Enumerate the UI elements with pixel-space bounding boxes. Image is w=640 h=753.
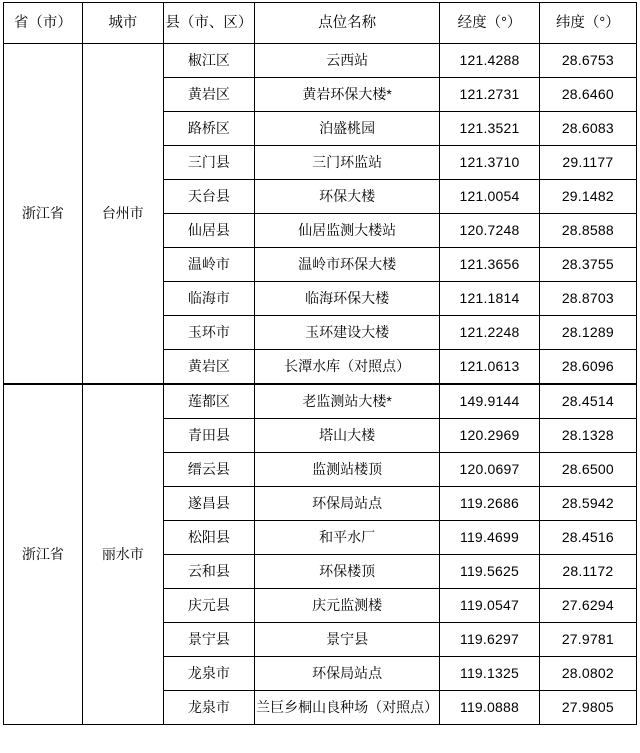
- county-cell: 黄岩区: [163, 350, 254, 385]
- latitude-cell: 28.6500: [539, 453, 636, 487]
- city-cell: 丽水市: [82, 384, 163, 725]
- column-header-latitude: 纬度（°）: [539, 3, 636, 44]
- column-header-longitude: 经度（°）: [440, 3, 539, 44]
- longitude-cell: 121.3656: [440, 248, 539, 282]
- longitude-cell: 121.0054: [440, 180, 539, 214]
- site-name-cell: 云西站: [254, 44, 439, 78]
- monitoring-sites-table: [3, 2, 637, 725]
- county-cell: 三门县: [163, 146, 254, 180]
- latitude-cell: 28.8588: [539, 214, 636, 248]
- county-cell: 庆元县: [163, 589, 254, 623]
- site-name-cell: 景宁县: [254, 623, 439, 657]
- table-body: [4, 44, 637, 725]
- county-cell: 松阳县: [163, 521, 254, 555]
- site-name-cell: 环保大楼: [254, 180, 439, 214]
- longitude-cell: 119.5625: [440, 555, 539, 589]
- site-name-cell: 环保局站点: [254, 487, 439, 521]
- table-row: [4, 384, 637, 419]
- site-name-cell: 玉环建设大楼: [254, 316, 439, 350]
- site-name-cell: 温岭市环保大楼: [254, 248, 439, 282]
- site-name-cell: 仙居监测大楼站: [254, 214, 439, 248]
- latitude-cell: 27.9781: [539, 623, 636, 657]
- column-header-province: 省（市）: [4, 3, 83, 44]
- site-name-cell: 三门环监站: [254, 146, 439, 180]
- latitude-cell: 27.9805: [539, 691, 636, 725]
- longitude-cell: 149.9144: [440, 384, 539, 419]
- longitude-cell: 121.2731: [440, 78, 539, 112]
- longitude-cell: 119.6297: [440, 623, 539, 657]
- latitude-cell: 28.1289: [539, 316, 636, 350]
- site-name-cell: 兰巨乡桐山良种场（对照点）: [254, 691, 439, 725]
- site-name-cell: 环保局站点: [254, 657, 439, 691]
- county-cell: 温岭市: [163, 248, 254, 282]
- longitude-cell: 120.2969: [440, 419, 539, 453]
- site-name-cell: 临海环保大楼: [254, 282, 439, 316]
- county-cell: 路桥区: [163, 112, 254, 146]
- county-cell: 玉环市: [163, 316, 254, 350]
- latitude-cell: 28.1172: [539, 555, 636, 589]
- column-header-county: 县（市、区）: [163, 3, 254, 44]
- column-header-site-name: 点位名称: [254, 3, 439, 44]
- city-cell: 台州市: [82, 44, 163, 385]
- county-cell: 天台县: [163, 180, 254, 214]
- table-row: [4, 44, 637, 78]
- site-name-cell: 和平水厂: [254, 521, 439, 555]
- latitude-cell: 28.4516: [539, 521, 636, 555]
- latitude-cell: 28.0802: [539, 657, 636, 691]
- longitude-cell: 119.4699: [440, 521, 539, 555]
- latitude-cell: 28.1328: [539, 419, 636, 453]
- county-cell: 椒江区: [163, 44, 254, 78]
- latitude-cell: 28.6096: [539, 350, 636, 385]
- longitude-cell: 121.4288: [440, 44, 539, 78]
- latitude-cell: 28.8703: [539, 282, 636, 316]
- latitude-cell: 29.1177: [539, 146, 636, 180]
- county-cell: 云和县: [163, 555, 254, 589]
- longitude-cell: 121.1814: [440, 282, 539, 316]
- document-page: [0, 2, 640, 753]
- latitude-cell: 28.5942: [539, 487, 636, 521]
- longitude-cell: 119.1325: [440, 657, 539, 691]
- table-header-row: [4, 3, 637, 44]
- longitude-cell: 121.0613: [440, 350, 539, 385]
- county-cell: 缙云县: [163, 453, 254, 487]
- county-cell: 遂昌县: [163, 487, 254, 521]
- column-header-city: 城市: [82, 3, 163, 44]
- latitude-cell: 27.6294: [539, 589, 636, 623]
- latitude-cell: 28.6753: [539, 44, 636, 78]
- longitude-cell: 120.7248: [440, 214, 539, 248]
- county-cell: 景宁县: [163, 623, 254, 657]
- latitude-cell: 29.1482: [539, 180, 636, 214]
- longitude-cell: 121.2248: [440, 316, 539, 350]
- longitude-cell: 121.3710: [440, 146, 539, 180]
- site-name-cell: 老监测站大楼*: [254, 384, 439, 419]
- site-name-cell: 环保楼顶: [254, 555, 439, 589]
- site-name-cell: 监测站楼顶: [254, 453, 439, 487]
- province-cell: 浙江省: [4, 384, 83, 725]
- county-cell: 龙泉市: [163, 657, 254, 691]
- province-cell: 浙江省: [4, 44, 83, 385]
- longitude-cell: 119.2686: [440, 487, 539, 521]
- site-name-cell: 庆元监测楼: [254, 589, 439, 623]
- table-header: [4, 3, 637, 44]
- latitude-cell: 28.6460: [539, 78, 636, 112]
- longitude-cell: 119.0888: [440, 691, 539, 725]
- longitude-cell: 121.3521: [440, 112, 539, 146]
- latitude-cell: 28.6083: [539, 112, 636, 146]
- county-cell: 龙泉市: [163, 691, 254, 725]
- longitude-cell: 119.0547: [440, 589, 539, 623]
- county-cell: 青田县: [163, 419, 254, 453]
- longitude-cell: 120.0697: [440, 453, 539, 487]
- site-name-cell: 黄岩环保大楼*: [254, 78, 439, 112]
- site-name-cell: 泊盛桃园: [254, 112, 439, 146]
- county-cell: 莲都区: [163, 384, 254, 419]
- latitude-cell: 28.3755: [539, 248, 636, 282]
- county-cell: 临海市: [163, 282, 254, 316]
- site-name-cell: 塔山大楼: [254, 419, 439, 453]
- latitude-cell: 28.4514: [539, 384, 636, 419]
- site-name-cell: 长潭水库（对照点）: [254, 350, 439, 385]
- county-cell: 仙居县: [163, 214, 254, 248]
- county-cell: 黄岩区: [163, 78, 254, 112]
